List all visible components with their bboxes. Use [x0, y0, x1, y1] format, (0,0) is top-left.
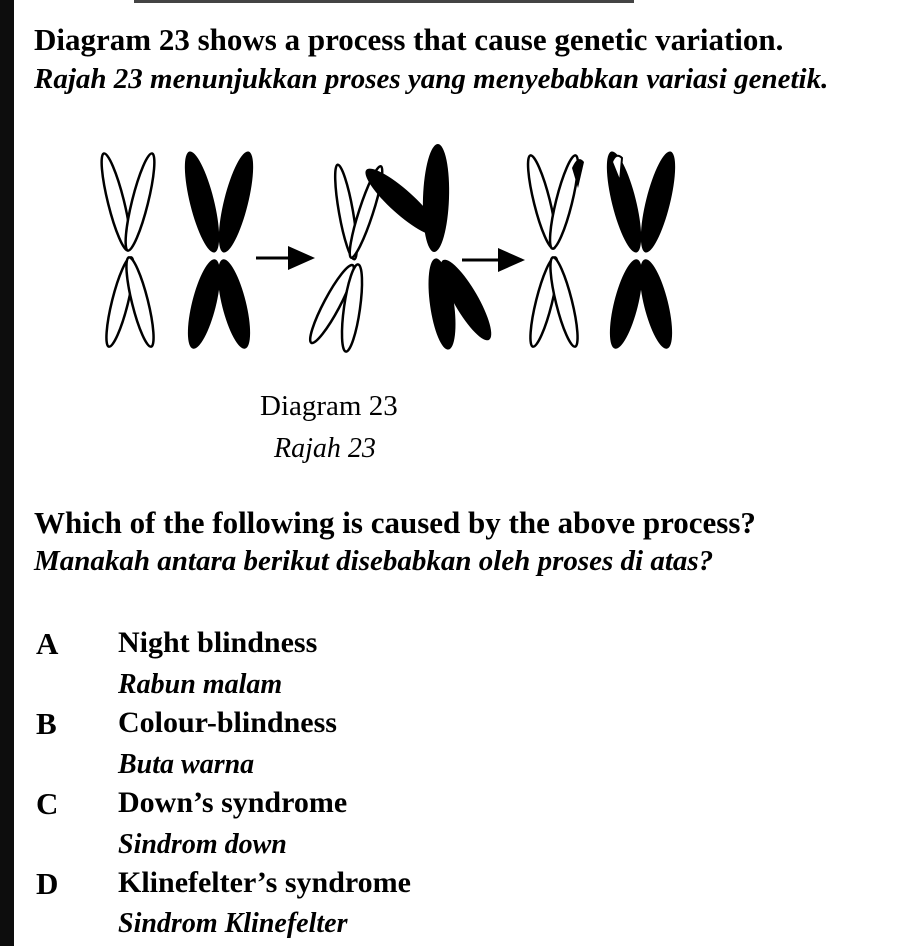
option-letter: C: [36, 786, 59, 821]
question-page: [14, 0, 906, 946]
stage3-white-chromosome: [523, 153, 584, 348]
stage3-black-chromosome: [600, 149, 682, 352]
option-letter: A: [36, 626, 59, 661]
diagram-caption-en: Diagram 23: [260, 390, 398, 422]
top-rule: [134, 0, 634, 3]
option-text-ms: Sindrom Klinefelter: [118, 908, 348, 939]
stage2-white-chromosome: [304, 164, 387, 353]
option-letter: B: [36, 706, 57, 741]
question-prompt-en: Which of the following is caused by the above process?: [34, 505, 756, 540]
question-stem-ms: Rajah 23 menunjukkan proses yang menyebabkan variasi genetik.: [34, 63, 829, 95]
crossing-over-diagram: [64, 140, 684, 360]
option-text-en: Down’s syndrome: [118, 786, 348, 819]
stage1-black-chromosome: [178, 149, 260, 352]
option-text-ms: Buta warna: [118, 749, 255, 780]
diagram-caption-ms: Rajah 23: [274, 433, 376, 464]
question-prompt-ms: Manakah antara berikut disebabkan oleh proses di atas?: [34, 545, 714, 577]
option-text-en: Night blindness: [118, 626, 318, 659]
stage1-white-chromosome: [96, 152, 160, 349]
stage2-black-chromosome: [358, 144, 499, 352]
question-stem-en: Diagram 23 shows a process that cause genetic variation.: [34, 22, 784, 57]
option-text-en: Colour-blindness: [118, 706, 337, 739]
option-text-ms: Sindrom down: [118, 829, 287, 860]
option-letter: D: [36, 866, 59, 901]
option-text-en: Klinefelter’s syndrome: [118, 866, 411, 899]
option-text-ms: Rabun malam: [118, 669, 283, 700]
